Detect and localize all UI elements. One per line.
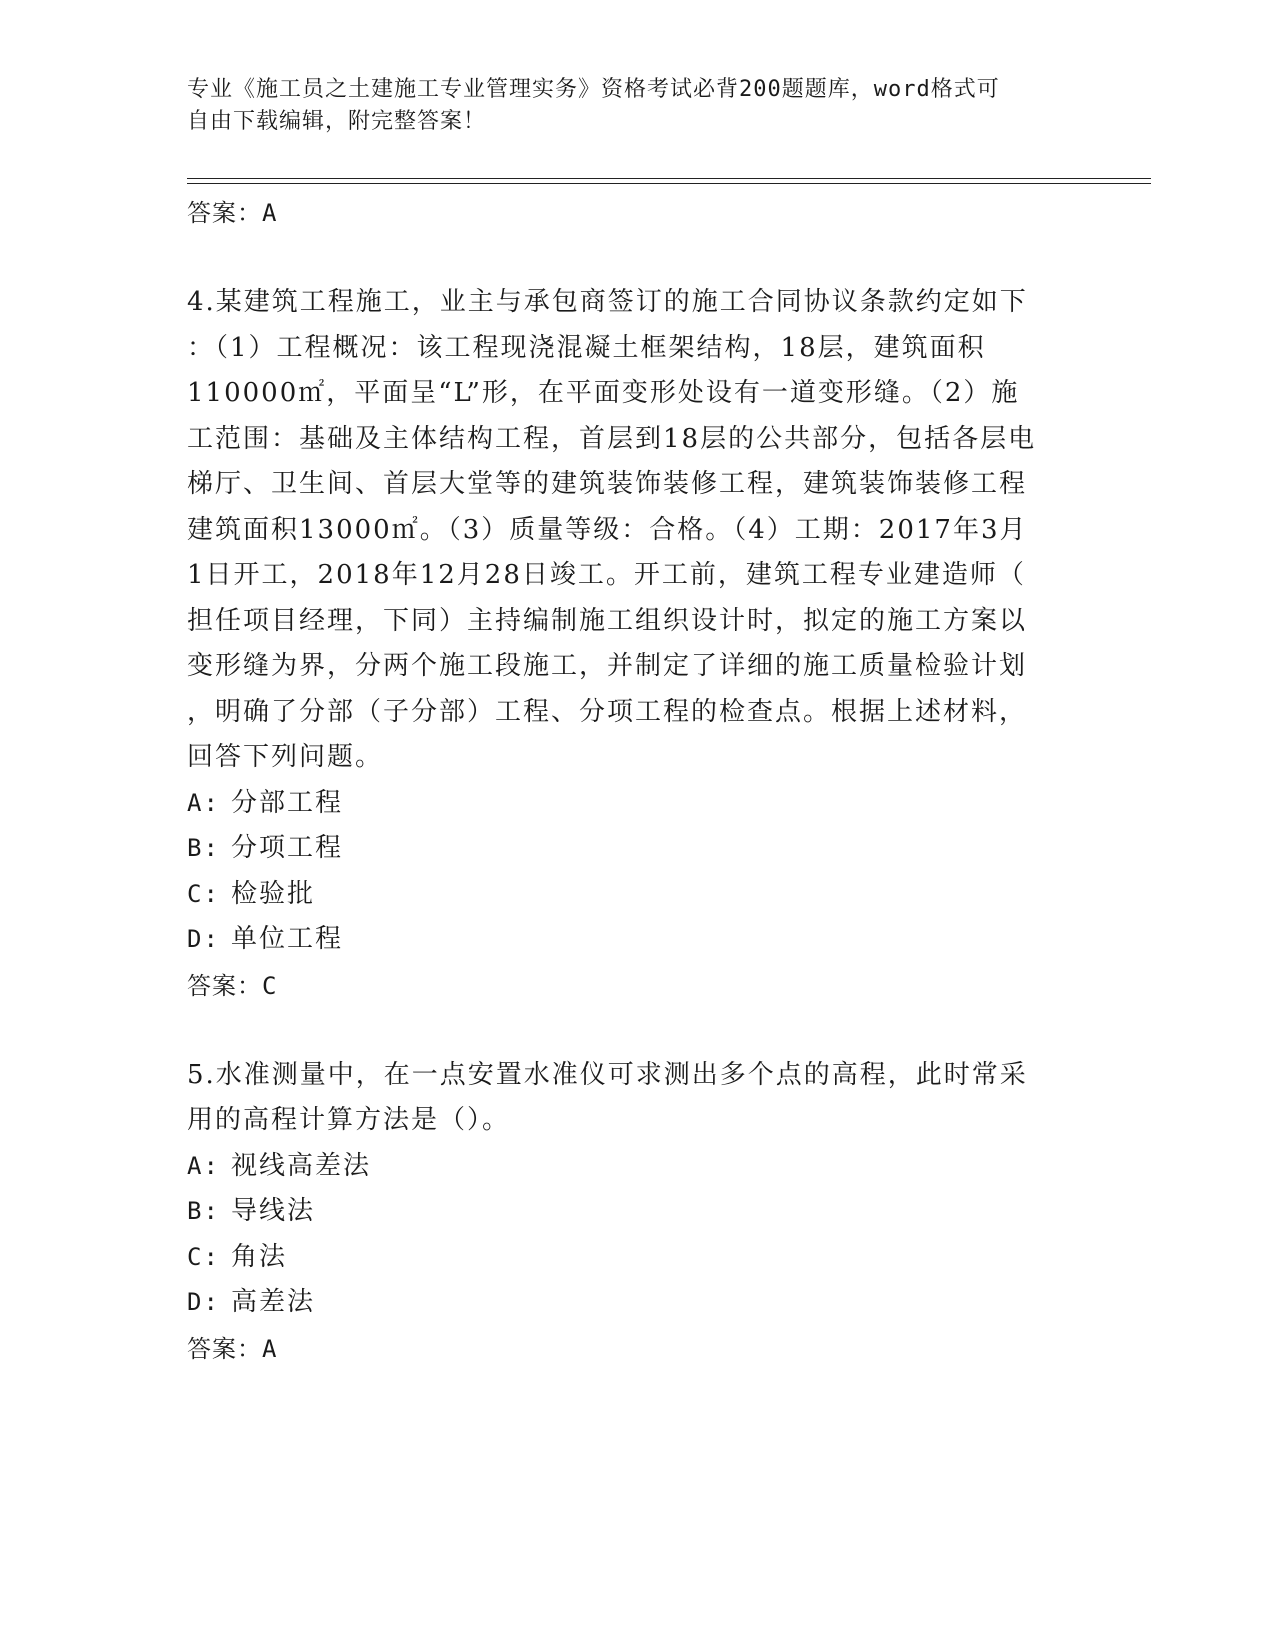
option-key: D:	[187, 1288, 220, 1316]
document-body	[187, 190, 1067, 1372]
option-a	[187, 781, 1067, 827]
option-c	[187, 1235, 1067, 1281]
option-text: 导线法	[231, 1196, 316, 1226]
option-key: C:	[187, 1242, 220, 1271]
question-line: 1日开工，2018年12月28日竣工。开工前，建筑工程专业建造师（	[187, 560, 1026, 590]
answer-line: 答案：A	[187, 199, 278, 227]
question-line: 担任项目经理，下同）主持编制施工组织设计时，拟定的施工方案以	[187, 605, 1028, 636]
question-line: 110000㎡，平面呈“L”形，在平面变形处设有一道变形缝。（2）施	[187, 378, 1020, 408]
option-b	[187, 826, 1067, 872]
header-line-1: 专业《施工员之土建施工专业管理实务》资格考试必背200题题库，word格式可	[187, 77, 1000, 102]
option-key: D:	[187, 925, 220, 953]
option-c	[187, 872, 1067, 918]
question-line: ：（1）工程概况：该工程现浇混凝土框架结构，18层，建筑面积	[187, 332, 986, 363]
document-header	[187, 74, 1067, 138]
question-line: 用的高程计算方法是（）。	[187, 1105, 511, 1135]
question-line: ，明确了分部（子分部）工程、分项工程的检查点。根据上述材料，	[187, 696, 1028, 727]
question-line: 梯厅、卫生间、首层大堂等的建筑装饰装修工程，建筑装饰装修工程	[187, 469, 1028, 499]
question-line: 4.某建筑工程施工，业主与承包商签订的施工合同协议条款约定如下	[187, 287, 1028, 317]
option-text: 高差法	[231, 1287, 316, 1317]
option-text: 角法	[231, 1241, 288, 1272]
option-d	[187, 917, 1067, 963]
option-text: 分部工程	[231, 787, 344, 818]
header-line-2: 自由下载编辑，附完整答案！	[187, 109, 487, 134]
option-text: 单位工程	[231, 924, 344, 954]
option-text: 检验批	[231, 878, 316, 909]
option-text: 视线高差法	[231, 1150, 372, 1181]
question-line: 建筑面积13000㎡。（3）质量等级：合格。（4）工期：2017年3月	[187, 514, 1028, 545]
option-key: A:	[187, 788, 220, 817]
question-line: 变形缝为界，分两个施工段施工，并制定了详细的施工质量检验计划	[187, 651, 1028, 681]
option-a	[187, 1144, 1067, 1190]
answer-line: 答案：A	[187, 1334, 278, 1363]
option-b	[187, 1189, 1067, 1235]
question-line: 工范围：基础及主体结构工程，首层到18层的公共部分，包括各层电	[187, 423, 1037, 454]
option-text: 分项工程	[231, 833, 344, 863]
option-key: B:	[187, 1197, 220, 1225]
option-key: B:	[187, 834, 220, 862]
option-key: A:	[187, 1151, 220, 1180]
question-block-5	[187, 1053, 1067, 1372]
question-block-4	[187, 280, 1067, 1009]
answer-line: 答案：C	[187, 971, 278, 1000]
question-line: 回答下列问题。	[187, 742, 384, 772]
header-rule-top	[187, 178, 1151, 179]
header-rule-bottom	[187, 183, 1151, 184]
question-line: 5.水准测量中，在一点安置水准仪可求测出多个点的高程，此时常采	[187, 1059, 1028, 1090]
option-key: C:	[187, 879, 220, 908]
option-d	[187, 1280, 1067, 1326]
